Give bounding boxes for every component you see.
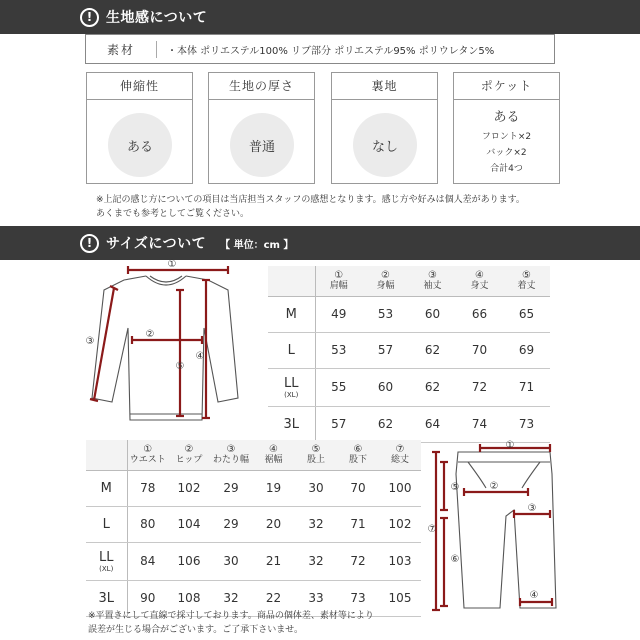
- table-cell: 78: [127, 470, 168, 506]
- shirt-outline: [92, 276, 238, 420]
- table-cell: 20: [252, 506, 295, 542]
- table-cell: 66: [456, 296, 503, 332]
- table-row: [86, 470, 421, 506]
- table-cell: 62: [362, 406, 409, 442]
- table-cell: 72: [456, 368, 503, 406]
- fabric-note: [96, 193, 525, 221]
- table-cell: 62: [409, 368, 456, 406]
- note-line: あくまでも参考としてご覧ください。: [96, 209, 250, 219]
- measure-mark-4: ④: [195, 351, 205, 362]
- measure-mark-1: ①: [167, 259, 177, 270]
- column-header: ④ 裾幅: [252, 440, 295, 470]
- column-header: ⑤ 着丈: [503, 266, 550, 296]
- feature-value: ある: [108, 113, 172, 177]
- feature-value: なし: [353, 113, 417, 177]
- pocket-detail: 合計4つ: [490, 164, 523, 174]
- fabric-section-header: [0, 0, 640, 34]
- size-label: L: [86, 506, 127, 542]
- table-cell: 74: [456, 406, 503, 442]
- table-cell: 49: [315, 296, 362, 332]
- column-header: ② ヒップ: [168, 440, 210, 470]
- table-cell: 32: [295, 506, 337, 542]
- size-section-header: [0, 226, 640, 260]
- table-cell: 105: [379, 580, 421, 616]
- feature-stretch: [86, 72, 193, 184]
- measure-mark-7: ⑦: [428, 524, 437, 535]
- size-label: LL (XL): [86, 542, 127, 580]
- table-cell: 22: [252, 580, 295, 616]
- table-cell: 29: [210, 470, 252, 506]
- table-row: [86, 506, 421, 542]
- table-cell: 71: [503, 368, 550, 406]
- measure-mark-3: ③: [85, 336, 95, 347]
- table-cell: 30: [210, 542, 252, 580]
- table-cell: 32: [210, 580, 252, 616]
- table-cell: 84: [127, 542, 168, 580]
- table-cell: 57: [315, 406, 362, 442]
- table-row: [268, 406, 550, 442]
- column-header: ⑥ 股下: [337, 440, 379, 470]
- measure-lines: [90, 266, 228, 418]
- table-cell: 29: [210, 506, 252, 542]
- table-cell: 60: [362, 368, 409, 406]
- column-header: ⑦ 総丈: [379, 440, 421, 470]
- feature-pocket: [453, 72, 560, 184]
- column-header: ③ 袖丈: [409, 266, 456, 296]
- measure-mark-2: ②: [489, 481, 499, 492]
- table-row: [268, 296, 550, 332]
- table-cell: 57: [362, 332, 409, 368]
- table-cell: 55: [315, 368, 362, 406]
- measure-mark-5: ⑤: [450, 482, 460, 493]
- table-cell: 72: [337, 542, 379, 580]
- table-cell: 80: [127, 506, 168, 542]
- size-label: M: [86, 470, 127, 506]
- alert-icon: !: [80, 234, 99, 253]
- table-cell: 70: [337, 470, 379, 506]
- section-title: サイズについて: [106, 236, 207, 252]
- unit-label: 【 単位：cm 】: [220, 239, 294, 251]
- section-title: 生地感について: [106, 10, 208, 26]
- pocket-detail: フロント×2: [481, 132, 532, 142]
- measure-mark-3: ③: [527, 503, 537, 514]
- feature-label: 伸縮性: [87, 73, 192, 100]
- alert-icon: !: [80, 8, 99, 27]
- table-cell: 33: [295, 580, 337, 616]
- table-cell: 19: [252, 470, 295, 506]
- table-cell: 21: [252, 542, 295, 580]
- note-line: 誤差が生じる場合がございます。ご了承下さいませ。: [88, 625, 304, 635]
- table-cell: 90: [127, 580, 168, 616]
- size-label: LL (XL): [268, 368, 315, 406]
- table-cell: 62: [409, 332, 456, 368]
- table-cell: 69: [503, 332, 550, 368]
- pants-diagram: [428, 438, 558, 618]
- size-label: 3L: [86, 580, 127, 616]
- size-label: 3L: [268, 406, 315, 442]
- table-cell: 104: [168, 506, 210, 542]
- measure-mark-6: ⑥: [450, 554, 460, 565]
- table-cell: 106: [168, 542, 210, 580]
- size-note: [88, 609, 374, 637]
- table-row: [268, 368, 550, 406]
- table-cell: 100: [379, 470, 421, 506]
- size-label: M: [268, 296, 315, 332]
- table-cell: 53: [315, 332, 362, 368]
- table-cell: 53: [362, 296, 409, 332]
- table-cell: 102: [379, 506, 421, 542]
- column-header: ④ 身丈: [456, 266, 503, 296]
- pants-outline: [456, 452, 556, 608]
- column-header: ⑤ 股上: [295, 440, 337, 470]
- column-header: ① 肩幅: [315, 266, 362, 296]
- measure-mark-4: ④: [529, 590, 539, 601]
- feature-label: 生地の厚さ: [209, 73, 314, 100]
- table-row: [86, 542, 421, 580]
- table-cell: 30: [295, 470, 337, 506]
- table-row: [268, 332, 550, 368]
- bottom-size-table: [86, 440, 421, 617]
- size-label: L: [268, 332, 315, 368]
- table-cell: 60: [409, 296, 456, 332]
- note-line: ※平置きにして直線で採寸しております。商品の個体差、素材等により: [88, 611, 374, 621]
- column-header: ① ウエスト: [127, 440, 168, 470]
- measure-mark-2: ②: [145, 329, 155, 340]
- feature-label: 裏地: [332, 73, 437, 100]
- pocket-detail: バック×2: [486, 148, 527, 158]
- material-text: ・本体 ポリエステル100% リブ部分 ポリエステル95% ポリウレタン5%: [167, 45, 495, 57]
- feature-thickness: [208, 72, 315, 184]
- table-cell: 71: [337, 506, 379, 542]
- note-line: ※上記の感じ方についての項目は当店担当スタッフの感想となります。感じ方や好みは個人差があります。: [96, 195, 525, 205]
- table-cell: 102: [168, 470, 210, 506]
- top-size-table: [268, 266, 550, 443]
- table-cell: 73: [503, 406, 550, 442]
- table-cell: 32: [295, 542, 337, 580]
- feature-lining: [331, 72, 438, 184]
- measure-mark-1: ①: [505, 440, 515, 451]
- table-cell: 108: [168, 580, 210, 616]
- table-cell: 73: [337, 580, 379, 616]
- material-box: [85, 34, 555, 64]
- measure-lines: [432, 444, 552, 610]
- measure-mark-5: ⑤: [175, 361, 185, 372]
- material-label: 素材: [86, 41, 157, 58]
- column-header: ③ わたり幅: [210, 440, 252, 470]
- table-cell: 65: [503, 296, 550, 332]
- feature-label: ポケット: [454, 73, 559, 100]
- table-cell: 64: [409, 406, 456, 442]
- table-cell: 103: [379, 542, 421, 580]
- feature-value: 普通: [230, 113, 294, 177]
- feature-value: ある: [493, 110, 520, 125]
- table-cell: 70: [456, 332, 503, 368]
- column-header: ② 身幅: [362, 266, 409, 296]
- shirt-diagram: [84, 258, 256, 438]
